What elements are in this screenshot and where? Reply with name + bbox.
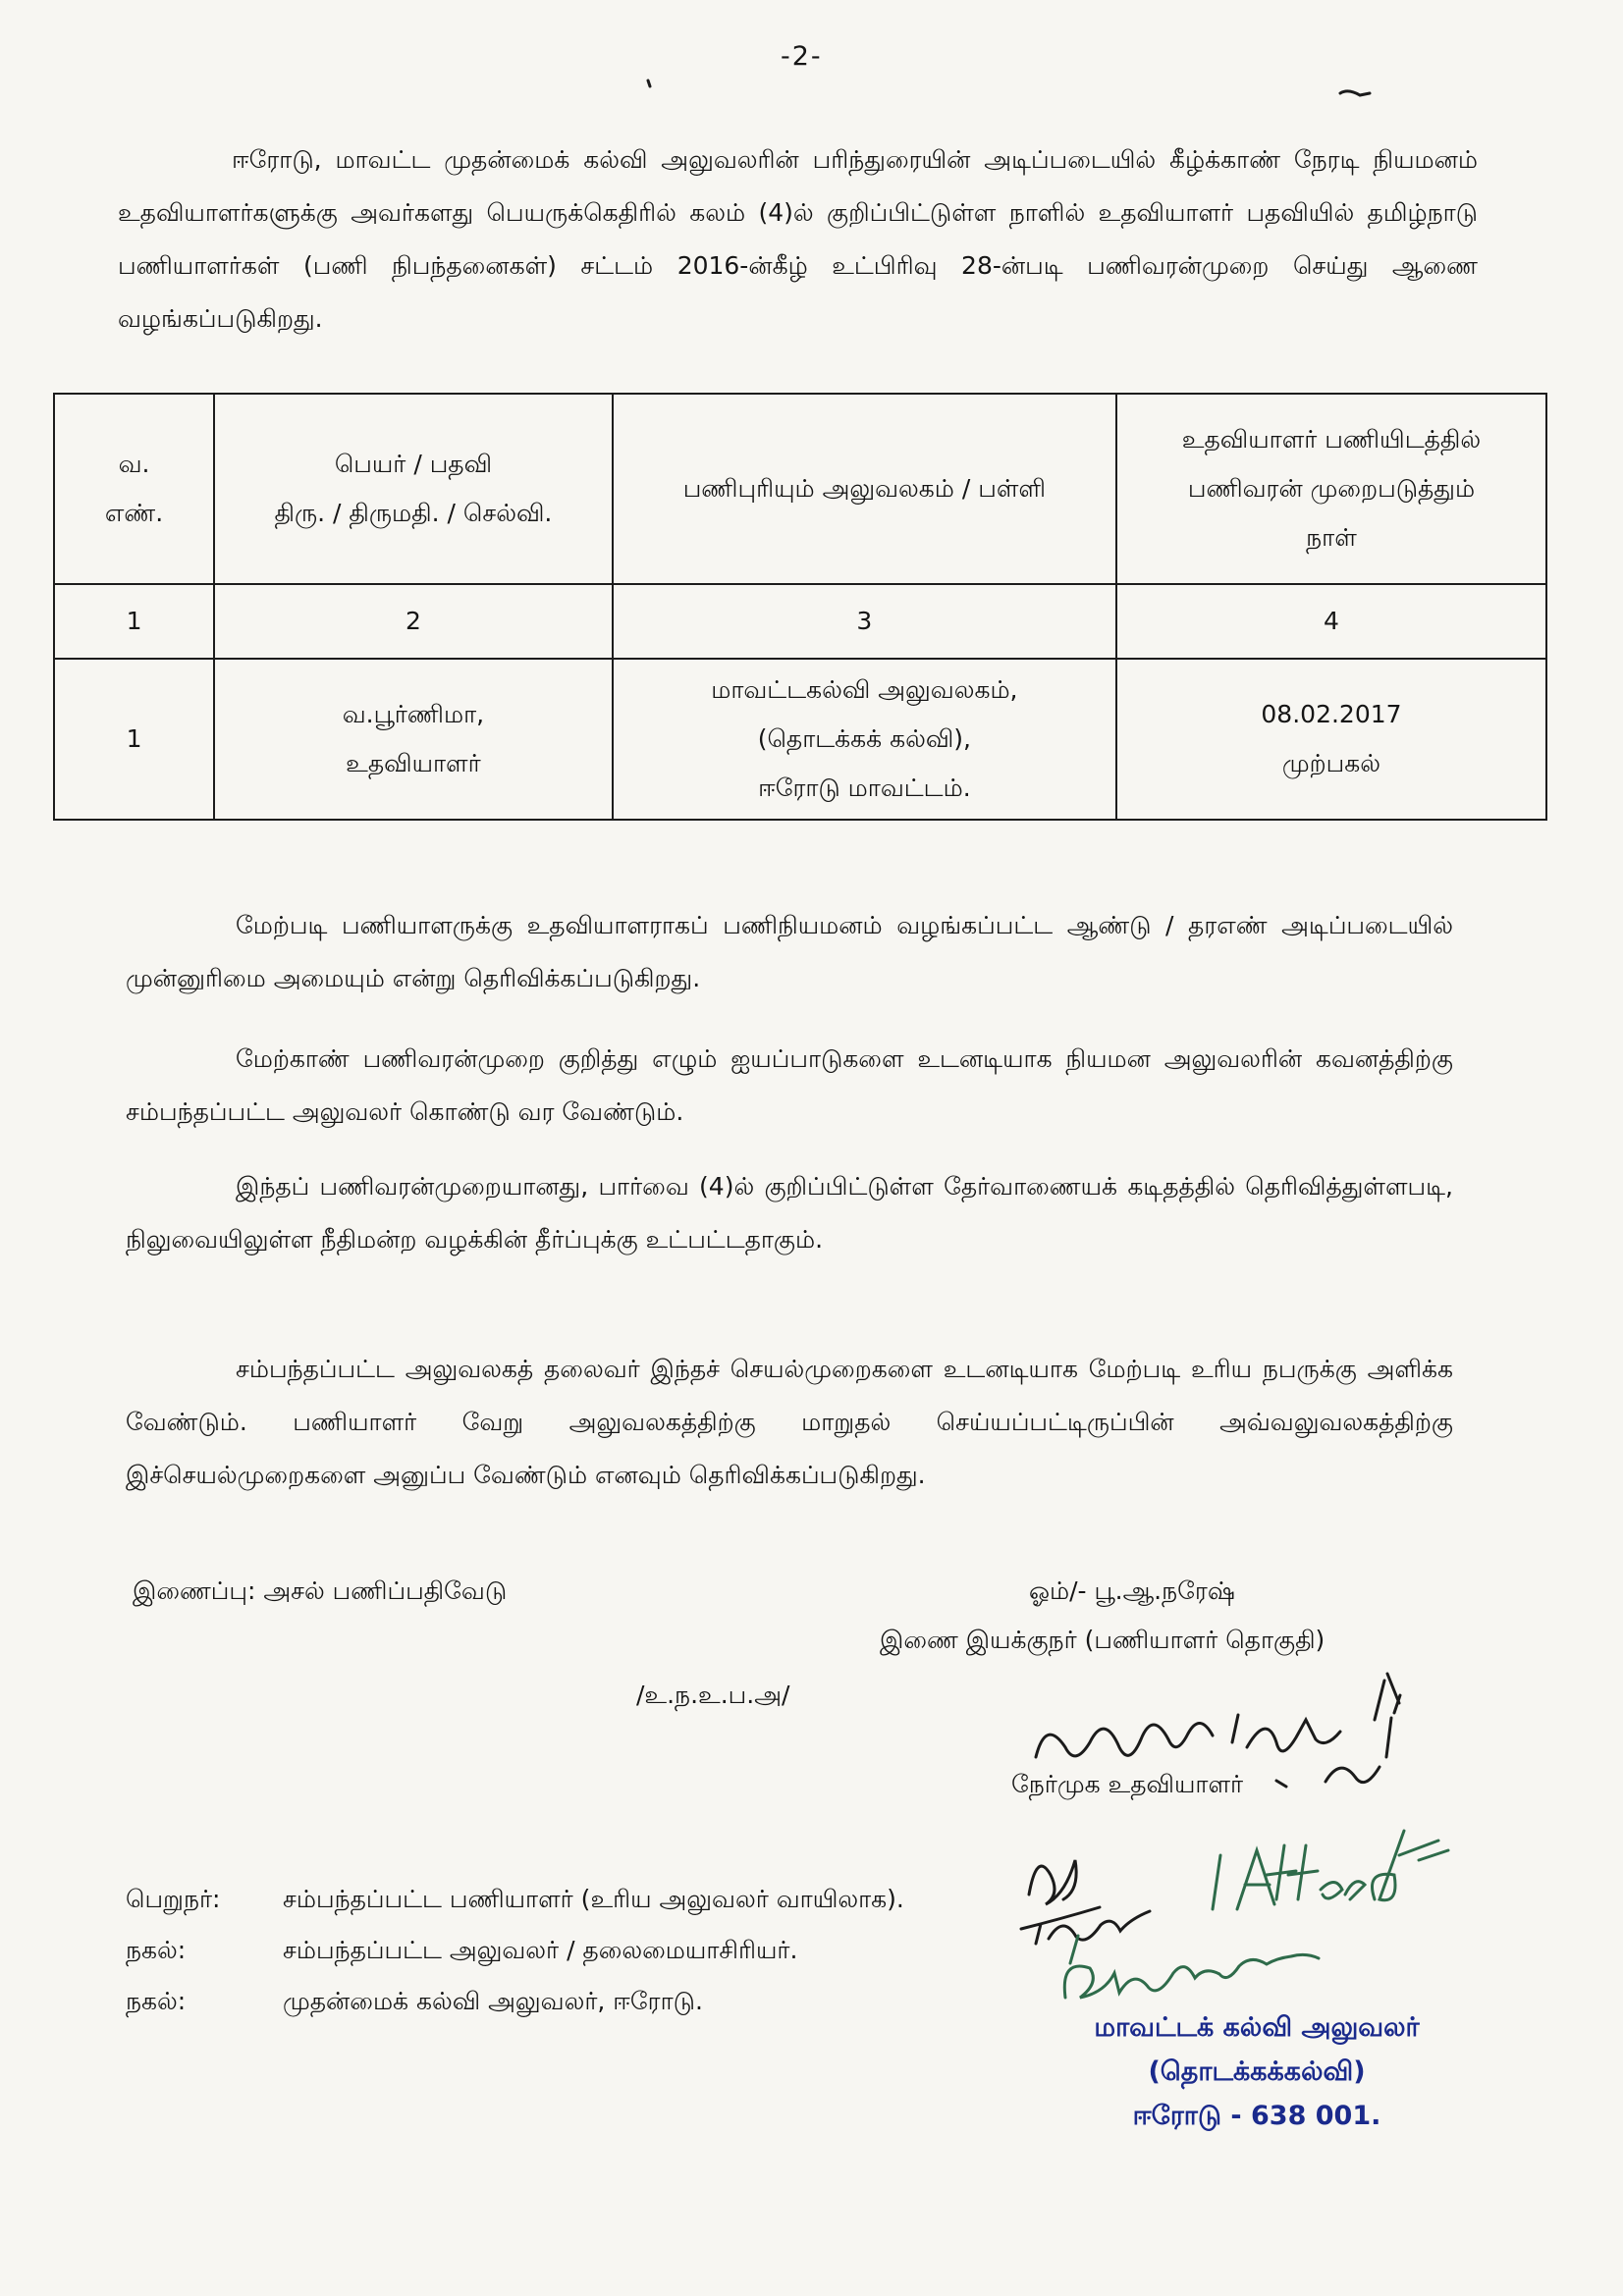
scan-mark [648, 80, 1370, 95]
deo-signature [1064, 1936, 1319, 1998]
employee-designation: உதவியாளர் [346, 749, 481, 777]
row-office: மாவட்டகல்வி அலுவலகம், (தொடக்கக் கல்வி), ஈரோடு மாவட்டம். [613, 659, 1116, 820]
regularisation-session: முற்பகல் [1281, 749, 1381, 777]
column-number: 3 [613, 584, 1116, 659]
header-office: பணிபுரியும் அலுவலகம் / பள்ளி [613, 394, 1116, 584]
attested-mark [1213, 1831, 1448, 1909]
paragraph-seniority: மேற்படி பணியாளருக்கு உதவியாளராகப் பணிநியமனம் வழங்கப்பட்ட ஆண்டு / தரஎண் அடிப்படையில் முன்னுரிமை அமையும் என்று தெரிவிக்கப்படுகிறது. [126, 911, 1453, 992]
recipient-initial [1021, 1860, 1150, 1944]
copy-value: சம்பந்தப்பட்ட அலுவலர் / தலைமையாசிரியர். [283, 1936, 798, 1964]
column-number: 4 [1116, 584, 1546, 659]
header-name-designation: பெயர் / பதவி திரு. / திருமதி. / செல்வி. [214, 394, 613, 584]
copy-value: முதன்மைக் கல்வி அலுவலர், ஈரோடு. [283, 1987, 703, 2015]
office-seal-section: (தொடக்கக்கல்வி) [1148, 2056, 1366, 2087]
row-serial-number: 1 [54, 659, 214, 820]
header-serial-number: வ. எண். [54, 394, 214, 584]
enclosure-note: இணைப்பு: அசல் பணிப்பதிவேடு [133, 1576, 508, 1605]
intro-paragraph: ஈரோடு, மாவட்ட முதன்மைக் கல்வி அலுவலரின் பரிந்துரையின் அடிப்படையில் கீழ்க்காண் நேரடி நியமனம் உதவியாளர்களுக்கு அவர்களது பெயருக்கெதிரில் கலம் (4)ல் குறிப்பிட்டுள்ள நாளில் உதவியாளர் பதவியில் தமிழ்நாடு பணியாளர்கள் (பணி நிபந்தனைகள்) சட்டம் 2016-ன்கீழ் உட்பிரிவு 28-ன்படி பணிவரன்முறை செய்து ஆணை வழங்கப்படுகிறது. [118, 145, 1478, 333]
recipient-value: சம்பந்தப்பட்ட பணியாளர் (உரிய அலுவலர் வாயிலாக). [283, 1885, 904, 1913]
signatory-title: இணை இயக்குநர் (பணியாளர் தொகுதி) [880, 1626, 1325, 1654]
copy-label: நகல்: [126, 1987, 187, 2015]
signatory-name: ஓம்/- பூ.ஆ.நரேஷ் [1029, 1576, 1235, 1605]
regularisation-date: 08.02.2017 [1261, 700, 1402, 728]
paragraph-forwarding: சம்பந்தப்பட்ட அலுவலகத் தலைவர் இந்தச் செயல்முறைகளை உடனடியாக மேற்படி உரிய நபருக்கு அளிக்க வேண்டும். பணியாளர் வேறு அலுவலகத்திற்கு மாறுதல் செய்யப்பட்டிருப்பின் அவ்வலுவலகத்திற்கு இச்செயல்முறைகளை அனுப்ப வேண்டும் எனவும் தெரிவிக்கப்படுகிறது. [126, 1355, 1453, 1489]
paragraph-court-case: இந்தப் பணிவரன்முறையானது, பார்வை (4)ல் குறிப்பிட்டுள்ள தேர்வாணையக் கடிதத்தில் தெரிவித்துள்ளபடி, நிலுவையிலுள்ள நீதிமன்ற வழக்கின் தீர்ப்புக்கு உட்பட்டதாகும். [126, 1172, 1453, 1254]
column-number: 1 [54, 584, 214, 659]
paragraph-doubts: மேற்காண் பணிவரன்முறை குறித்து எழும் ஐயப்பாடுகளை உடனடியாக நியமன அலுவலரின் கவனத்திற்கு சம்பந்தப்பட்ட அலுவலர் கொண்டு வர வேண்டும். [126, 1044, 1453, 1126]
office-seal-title: மாவட்டக் கல்வி அலுவலர் [1094, 2012, 1420, 2043]
copy-label: நகல்: [126, 1936, 187, 1964]
reference-code: /உ.ந.உ.ப.அ/ [636, 1681, 790, 1709]
page-number: -2- [781, 41, 823, 72]
recipient-label: பெறுநர்: [126, 1885, 221, 1913]
office-seal-address: ஈரோடு - 638 001. [1132, 2101, 1381, 2131]
column-number: 2 [214, 584, 613, 659]
pa-signature [1036, 1695, 1400, 1787]
employee-name: வ.பூர்ணிமா, [342, 700, 485, 728]
personal-assistant-title: நேர்முக உதவியாளர் [1011, 1770, 1244, 1798]
header-regularisation-date: உதவியாளர் பணியிடத்தில் பணிவரன் முறைபடுத்தும் நாள் [1116, 394, 1546, 584]
